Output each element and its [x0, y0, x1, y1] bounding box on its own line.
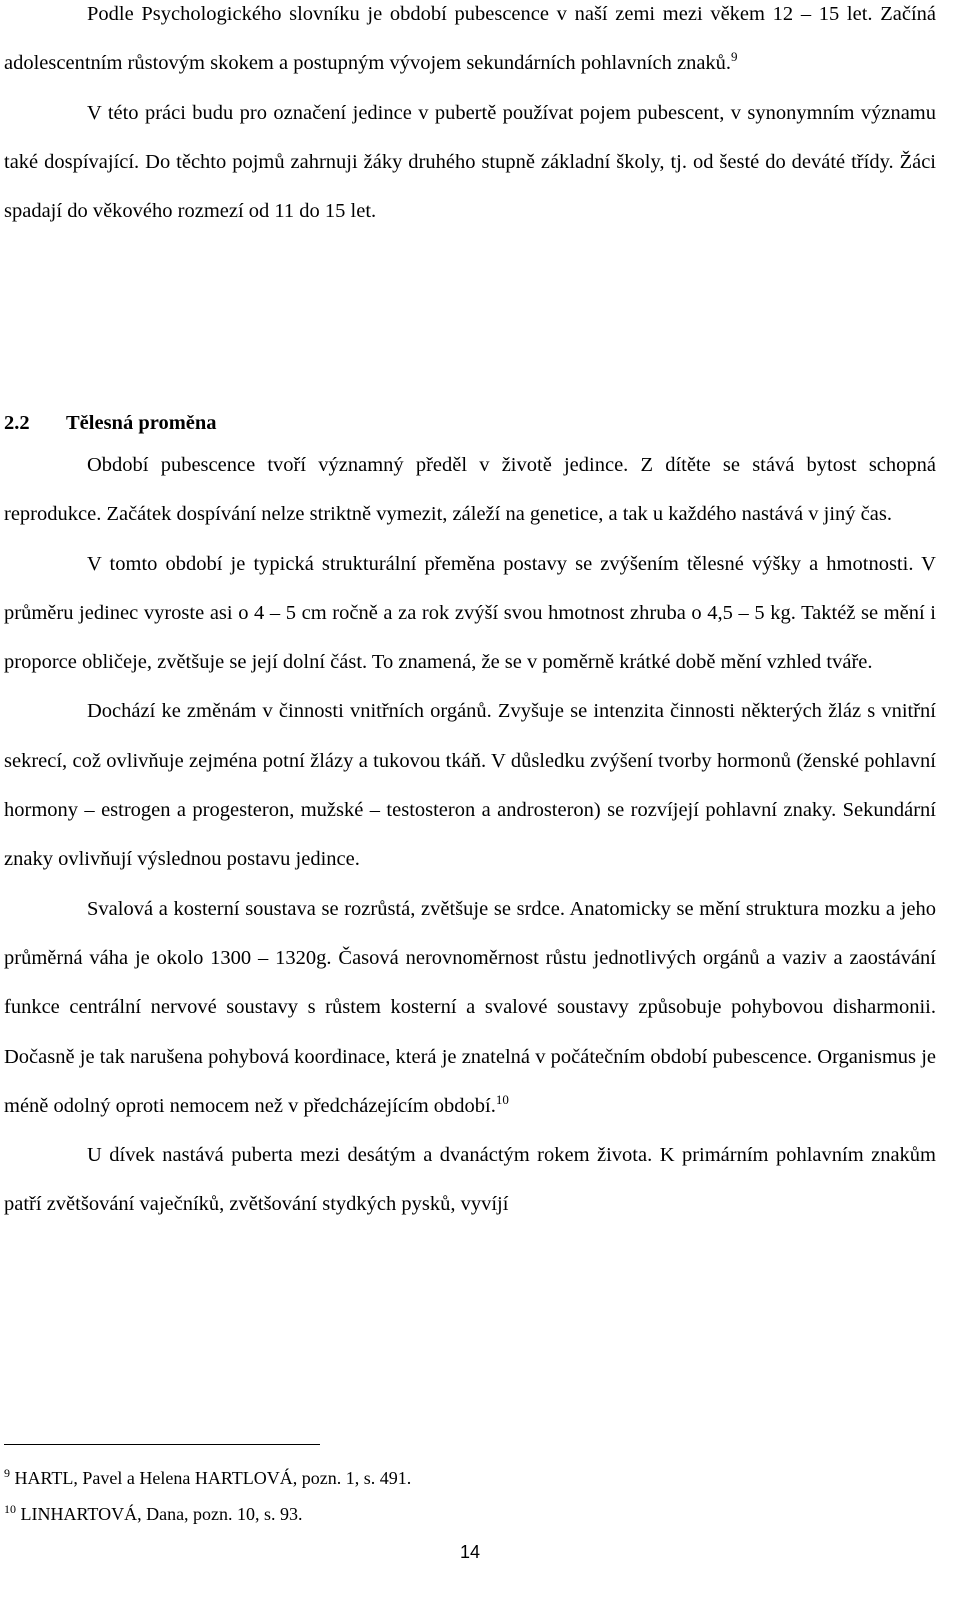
paragraph-text: Období pubescence tvoří významný předěl v životě jedince. Z dítěte se stává bytost schopná reprodukce. Začátek dospívání nelze striktně vymezit, záleží na genetice, a tak u každého nastává v jiný čas.	[4, 454, 936, 526]
paragraph-girls-puberty	[4, 1131, 936, 1230]
paragraph-period-overview	[4, 441, 936, 540]
paragraph-musculoskeletal	[4, 885, 936, 1131]
paragraph-text: U dívek nastává puberta mezi desátým a dvanáctým rokem života. K primárním pohlavním znakům patří zvětšování vaječníků, zvětšování stydkých pysků, vyvíjí	[4, 1144, 936, 1216]
footnote-ref-9: 9	[731, 49, 738, 65]
section-heading	[4, 405, 217, 441]
footnote-10	[4, 1496, 936, 1532]
footnote-text: HARTL, Pavel a Helena HARTLOVÁ, pozn. 1, s. 491.	[14, 1468, 412, 1488]
section-number: 2.2	[4, 412, 30, 434]
footnote-text: LINHARTOVÁ, Dana, pozn. 10, s. 93.	[20, 1504, 303, 1524]
paragraph-text: V tomto období je typická strukturální přeměna postavy se zvýšením tělesné výšky a hmotnosti. V průměru jedinec vyroste asi o 4 – 5 cm ročně a za rok zvýší svou hmotnost zhruba o 4,5 – 5 kg. Taktéž se mění i proporce obličeje, zvětšuje se její dolní část. To znamená, že se v poměrně krátké době mění vzhled tváře.	[4, 552, 936, 674]
footnote-number: 10	[4, 1502, 16, 1516]
paragraph-internal-organs	[4, 687, 936, 884]
section-title: Tělesná proměna	[66, 412, 217, 434]
paragraph-text: Svalová a kosterní soustava se rozrůstá, zvětšuje se srdce. Anatomicky se mění struktura mozku a jeho průměrná váha je okolo 1300 – 1320g. Časová nerovnoměrnost růstu jednotlivých orgánů a vaziv a zaostávání funkce centrální nervové soustavy s růstem kosterní a svalové soustavy způsobuje pohybovou disharmonii. Dočasně je tak narušena pohybová koordinace, která je znatelná v počátečním období pubescence. Organismus je méně odolný oproti nemocem než v předcházejícím období.	[4, 897, 936, 1117]
footnote-ref-10: 10	[495, 1092, 509, 1108]
paragraph-text: Dochází ke změnám v činnosti vnitřních orgánů. Zvyšuje se intenzita činnosti některých žláz s vnitřní sekrecí, což ovlivňuje zejména potní žlázy a tukovou tkáň. V důsledku zvýšení tvorby hormonů (ženské pohlavní hormony – estrogen a progesteron, mužské – testosteron a androsteron) se rozvíjejí pohlavní znaky. Sekundární znaky ovlivňují výslednou postavu jedince.	[4, 700, 936, 871]
section-body	[4, 441, 936, 1230]
paragraph-text: Podle Psychologického slovníku je období pubescence v naší zemi mezi věkem 12 – 15 let. Začíná adolescentním růstovým skokem a postupným vývojem sekundárních pohlavních znaků.	[4, 3, 936, 75]
paragraph-body-changes	[4, 540, 936, 688]
footnote-number: 9	[4, 1466, 10, 1480]
page-number: 14	[459, 1542, 481, 1562]
intro-block	[4, 0, 936, 236]
paragraph-pubescence-definition	[4, 0, 936, 89]
footnote-separator	[4, 1444, 320, 1445]
footnotes	[4, 1460, 936, 1532]
paragraph-terminology	[4, 89, 936, 237]
paragraph-text: V této práci budu pro označení jedince v pubertě používat pojem pubescent, v synonymním významu také dospívající. Do těchto pojmů zahrnuji žáky druhého stupně základní školy, tj. od šesté do deváté třídy. Žáci spadají do věkového rozmezí od 11 do 15 let.	[4, 101, 936, 223]
footnote-9	[4, 1460, 936, 1496]
